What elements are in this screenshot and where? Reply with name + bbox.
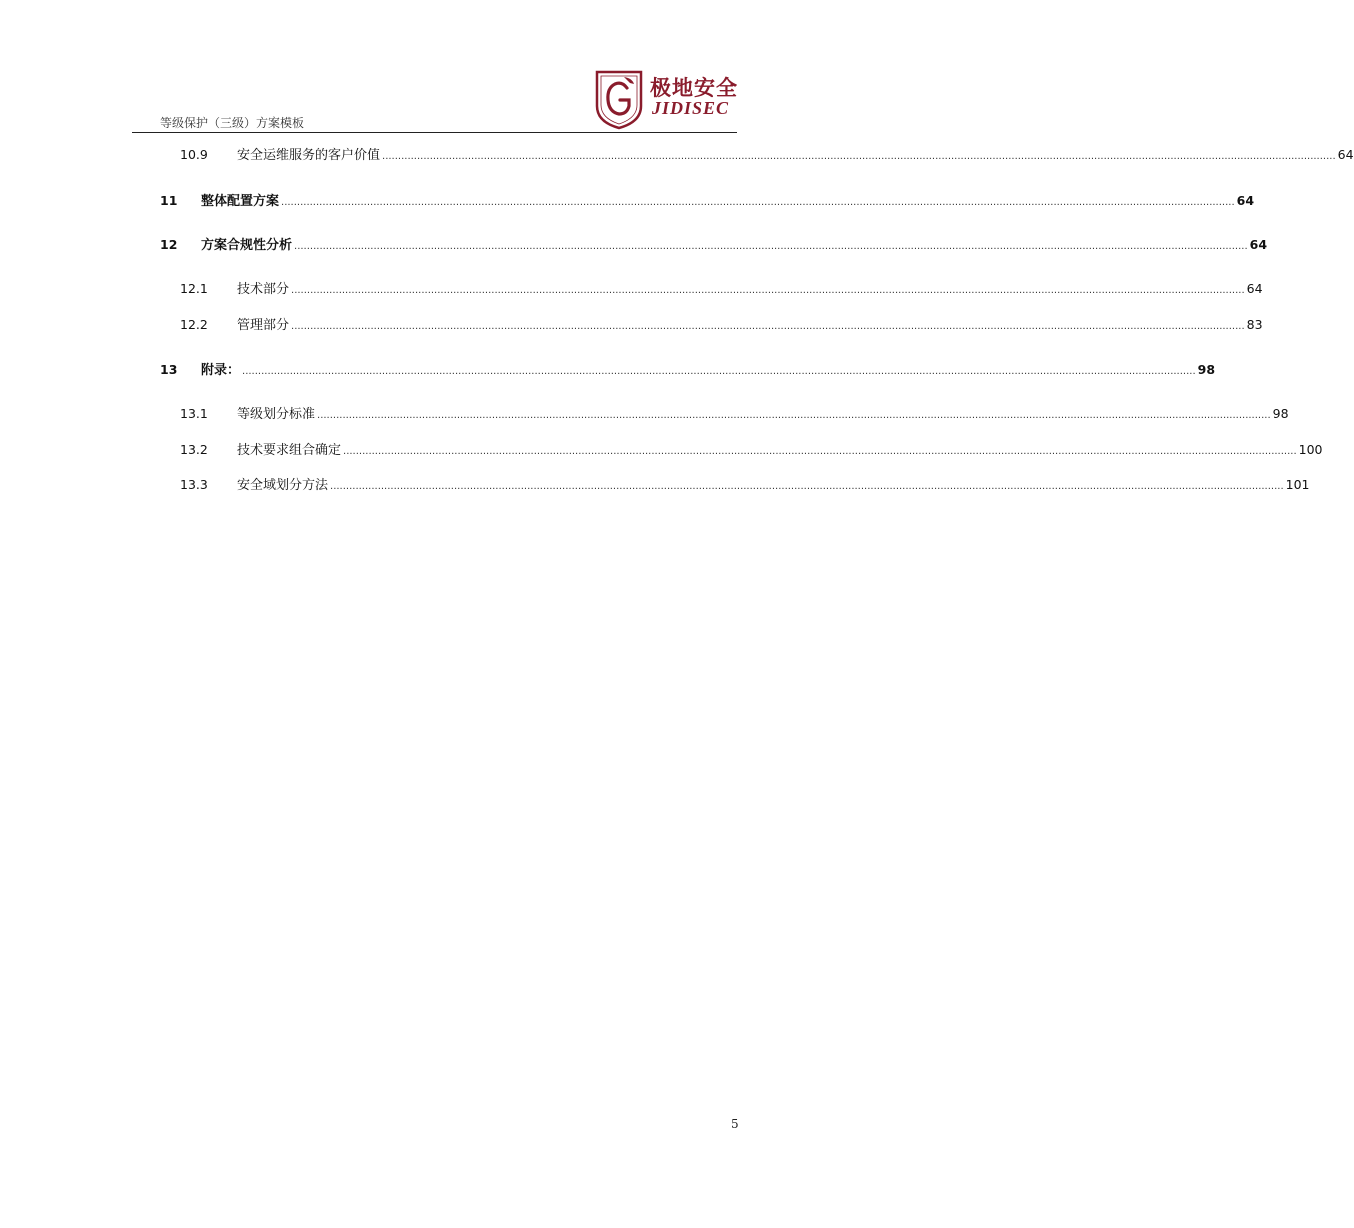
toc-entry[interactable]: [160, 278, 1263, 297]
toc-leader-dots: ............................................................................................................................................................................................................................................................................................................: [317, 410, 1271, 421]
toc-entry-number: 13: [160, 362, 178, 377]
toc-entry-number: 11: [160, 193, 178, 208]
logo-english-name: JIDISEC: [652, 98, 730, 118]
toc-entry-number: 13.2: [180, 442, 208, 457]
toc-entry-number: 12.2: [180, 317, 208, 332]
toc-leader-dots: ............................................................................................................................................................................................................................................................................................................: [343, 446, 1297, 457]
toc-entry-page: 101: [1285, 477, 1310, 492]
toc-entry[interactable]: [160, 190, 1255, 209]
toc-entry-title: 技术部分: [237, 282, 290, 297]
toc-entry[interactable]: [160, 314, 1263, 333]
toc-leader-dots: ............................................................................................................................................................................................................................................................................................................: [330, 481, 1284, 492]
toc-entry-title: 方案合规性分析: [201, 238, 293, 253]
company-logo: [594, 68, 739, 132]
toc-entry-number: 10.9: [180, 147, 208, 162]
toc-entry[interactable]: [160, 359, 1216, 378]
toc-entry-page: 64: [1236, 193, 1255, 208]
toc-entry[interactable]: [160, 144, 1354, 163]
toc-entry-number: 12: [160, 237, 178, 252]
toc-leader-dots: ............................................................................................................................................................................................................................................................................................................: [294, 241, 1248, 252]
logo-chinese-name: 极地安全: [650, 75, 738, 100]
toc-entry-page: 100: [1298, 442, 1323, 457]
toc-entry-title: 技术要求组合确定: [237, 443, 342, 458]
toc-entry-page: 83: [1246, 317, 1263, 332]
toc-entry-page: 98: [1272, 406, 1289, 421]
toc-entry[interactable]: [160, 234, 1268, 253]
toc-leader-dots: ............................................................................................................................................................................................................................................................................................................: [291, 321, 1245, 332]
toc-entry-number: 13.3: [180, 477, 208, 492]
toc-entry[interactable]: [160, 403, 1289, 422]
page-number: 5: [731, 1117, 739, 1131]
toc-entry-title: 附录：: [201, 363, 241, 378]
toc-entry-title: 管理部分: [237, 318, 290, 333]
toc-entry-title: 整体配置方案: [201, 194, 280, 209]
toc-entry-page: 64: [1246, 281, 1263, 296]
toc-entry-page: 64: [1249, 237, 1268, 252]
toc-leader-dots: ............................................................................................................................................................................................................................................................................................................: [242, 366, 1196, 377]
toc-entry[interactable]: [160, 474, 1310, 493]
shield-logo-icon: [594, 68, 644, 130]
toc-entry-number: 13.1: [180, 406, 208, 421]
toc-entry[interactable]: [160, 439, 1323, 458]
toc-entry-title: 等级划分标准: [237, 407, 316, 422]
toc-entry-number: 12.1: [180, 281, 208, 296]
toc-leader-dots: ............................................................................................................................................................................................................................................................................................................: [281, 197, 1235, 208]
toc-entry-title: 安全域划分方法: [237, 478, 329, 493]
header-doc-title: 等级保护（三级）方案模板: [160, 116, 305, 130]
toc-entry-page: 64: [1337, 147, 1354, 162]
toc-entry-page: 98: [1197, 362, 1216, 377]
toc-entry-title: 安全运维服务的客户价值: [237, 148, 381, 163]
header-divider: [132, 132, 737, 133]
toc-leader-dots: ............................................................................................................................................................................................................................................................................................................: [291, 285, 1245, 296]
toc-leader-dots: ............................................................................................................................................................................................................................................................................................................: [382, 151, 1336, 162]
